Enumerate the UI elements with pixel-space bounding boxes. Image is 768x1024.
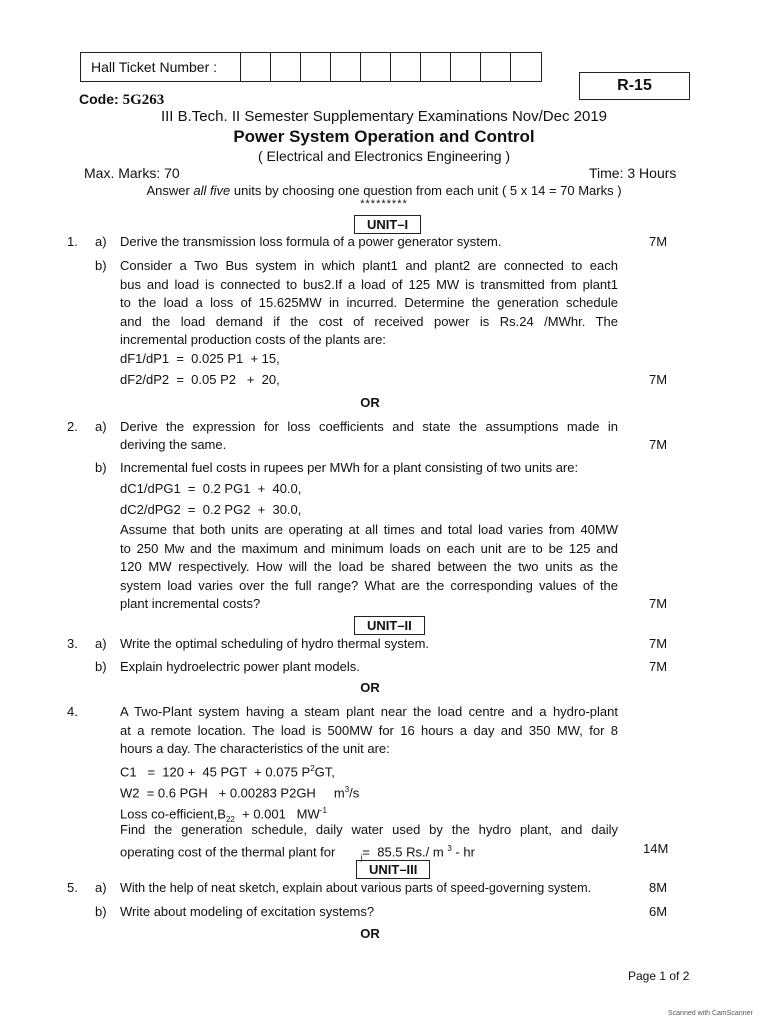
equation-part: /s — [349, 785, 360, 801]
sub-label: b) — [95, 258, 107, 273]
or-separator: OR — [360, 680, 380, 695]
text-part: = 85.5 Rs./ m — [362, 843, 448, 859]
marks: 6M — [649, 904, 668, 919]
instruction-text: Answer — [146, 183, 194, 198]
instruction-emphasis: all five — [193, 183, 231, 198]
text-part: operating cost of the thermal plant for — [120, 843, 361, 859]
sub-label: a) — [95, 419, 107, 434]
or-separator: OR — [360, 395, 380, 410]
unit-2-heading: UNIT–II — [354, 616, 425, 635]
unit-3-heading: UNIT–III — [356, 860, 430, 879]
question-text: Write the optimal scheduling of hydro thermal system. — [120, 636, 430, 651]
question-text: Assume that both units are operating at all times and total load varies from 40MW — [120, 522, 618, 537]
hall-ticket-cell — [271, 53, 301, 81]
equation — [120, 760, 335, 782]
marks: 7M — [649, 596, 668, 611]
max-marks: Max. Marks: 70 — [84, 165, 180, 181]
question-text: Explain hydroelectric power plant models. — [120, 659, 360, 674]
hall-ticket-cell — [391, 53, 421, 81]
hall-ticket-cell — [241, 53, 271, 81]
hall-ticket-cell — [481, 53, 511, 81]
hall-ticket-label: Hall Ticket Number : — [81, 53, 241, 81]
sub-label: b) — [95, 460, 107, 475]
marks: 8M — [649, 880, 668, 895]
marks: 7M — [649, 234, 668, 249]
subject-title: Power System Operation and Control — [233, 127, 535, 146]
question-text: to the load a loss of 15.625MW in incurred. Determine the generation schedule — [120, 295, 618, 310]
hall-ticket-cell — [331, 53, 361, 81]
hall-ticket-box — [80, 52, 542, 82]
question-number: 4. — [67, 704, 78, 719]
regulation-badge: R-15 — [579, 72, 690, 100]
equation-part: GT, — [314, 764, 335, 780]
equation: dC2/dPG2 = 0.2 PG2 + 30.0, — [120, 502, 302, 517]
hall-ticket-cell — [421, 53, 451, 81]
or-separator: OR — [360, 926, 380, 941]
exam-line: III B.Tech. II Semester Supplementary Examinations Nov/Dec 2019 — [160, 108, 608, 125]
question-number: 3. — [67, 636, 78, 651]
superscript: 2 — [310, 764, 315, 773]
hall-ticket-cell — [361, 53, 391, 81]
superscript: -1 — [319, 806, 327, 815]
marks: 7M — [649, 372, 668, 387]
equation: dC1/dPG1 = 0.2 PG1 + 40.0, — [120, 481, 302, 496]
question-text: and the load demand if the cost of received power is Rs.24 /MWhr. The — [120, 313, 618, 329]
question-text: Derive the transmission loss formula of a power generator system. — [120, 234, 502, 249]
equation-part: + 0.001 MW — [234, 806, 320, 822]
question-text: Consider a Two Bus system in which plant1 and plant2 are connected to each — [120, 258, 618, 273]
sub-label: a) — [95, 880, 107, 895]
unit-1-heading: UNIT–I — [354, 215, 421, 234]
question-text: Write about modeling of excitation systems? — [120, 904, 375, 919]
question-number: 1. — [67, 234, 78, 249]
question-text: A Two-Plant system having a steam plant near the load centre and a hydro-plant — [120, 704, 618, 719]
question-text: Derive the expression for loss coefficients and state the assumptions made in — [120, 419, 618, 434]
question-text: system load varies over the full range? What are the corresponding values of the — [120, 577, 618, 593]
question-text: Find the generation schedule, daily water used by the hydro plant, and daily — [120, 822, 618, 837]
code-label: Code: — [79, 91, 119, 107]
question-number: 2. — [67, 419, 78, 434]
scanner-watermark: Scanned with CamScanner — [668, 1010, 753, 1017]
instruction-text: units by choosing one question from each unit ( 5 x 14 = 70 Marks ) — [230, 183, 622, 198]
exam-time: Time: 3 Hours — [589, 165, 677, 181]
branch-line: ( Electrical and Electronics Engineering ) — [257, 148, 511, 164]
hall-ticket-cell — [451, 53, 481, 81]
exam-code — [79, 91, 164, 109]
question-text: With the help of neat sketch, explain about various parts of speed-governing system. — [120, 881, 592, 895]
equation-part: W2 = 0.6 PGH + 0.00283 P2GH m — [120, 785, 345, 801]
question-text: to 250 Mw and the maximum and minimum loads on each unit are to be 125 and — [120, 540, 618, 556]
sub-label: a) — [95, 234, 107, 249]
subscript: 22 — [225, 814, 235, 824]
marks: 14M — [643, 841, 669, 856]
divider-stars: ********* — [360, 198, 408, 210]
question-text: 120 MW respectively. How will the load be shared between the two units as the — [120, 559, 618, 574]
superscript: 3 — [344, 785, 350, 794]
equation-part: Loss co-efficient,B — [120, 806, 226, 822]
marks: 7M — [649, 659, 668, 674]
question-text: deriving the same. — [120, 437, 227, 452]
superscript: 3 — [447, 843, 452, 853]
instructions — [0, 183, 768, 198]
equation — [120, 781, 359, 803]
equation: dF1/dP1 = 0.025 P1 + 15, — [120, 351, 280, 366]
marks: 7M — [649, 636, 668, 651]
marks: 7M — [649, 437, 668, 452]
sub-label: b) — [95, 904, 107, 919]
sub-label: b) — [95, 659, 107, 674]
hall-ticket-cell — [511, 53, 541, 81]
question-text: bus and load is connected to bus2.If a load of 125 MW is transmitted from plant1 — [120, 276, 618, 292]
sub-label: a) — [95, 636, 107, 651]
question-text: at a remote location. The load is 500MW for 16 hours a day and 350 MW, for 8 — [120, 722, 618, 738]
question-text: Incremental fuel costs in rupees per MWh for a plant consisting of two units are: — [120, 460, 579, 475]
text-part: - hr — [451, 843, 475, 859]
question-text: hours a day. The characteristics of the unit are: — [120, 741, 390, 756]
code-value: 5G263 — [122, 92, 165, 108]
question-text: incremental production costs of the plants are: — [120, 332, 386, 347]
question-text: plant incremental costs? — [120, 596, 261, 611]
equation: dF2/dP2 = 0.05 P2 + 20, — [120, 372, 280, 387]
question-number: 5. — [67, 880, 78, 895]
subscript: j — [360, 852, 363, 862]
page-number: Page 1 of 2 — [628, 969, 690, 983]
hall-ticket-cell — [301, 53, 331, 81]
equation-part: C1 = 120 + 45 PGT + 0.075 P — [120, 764, 311, 780]
